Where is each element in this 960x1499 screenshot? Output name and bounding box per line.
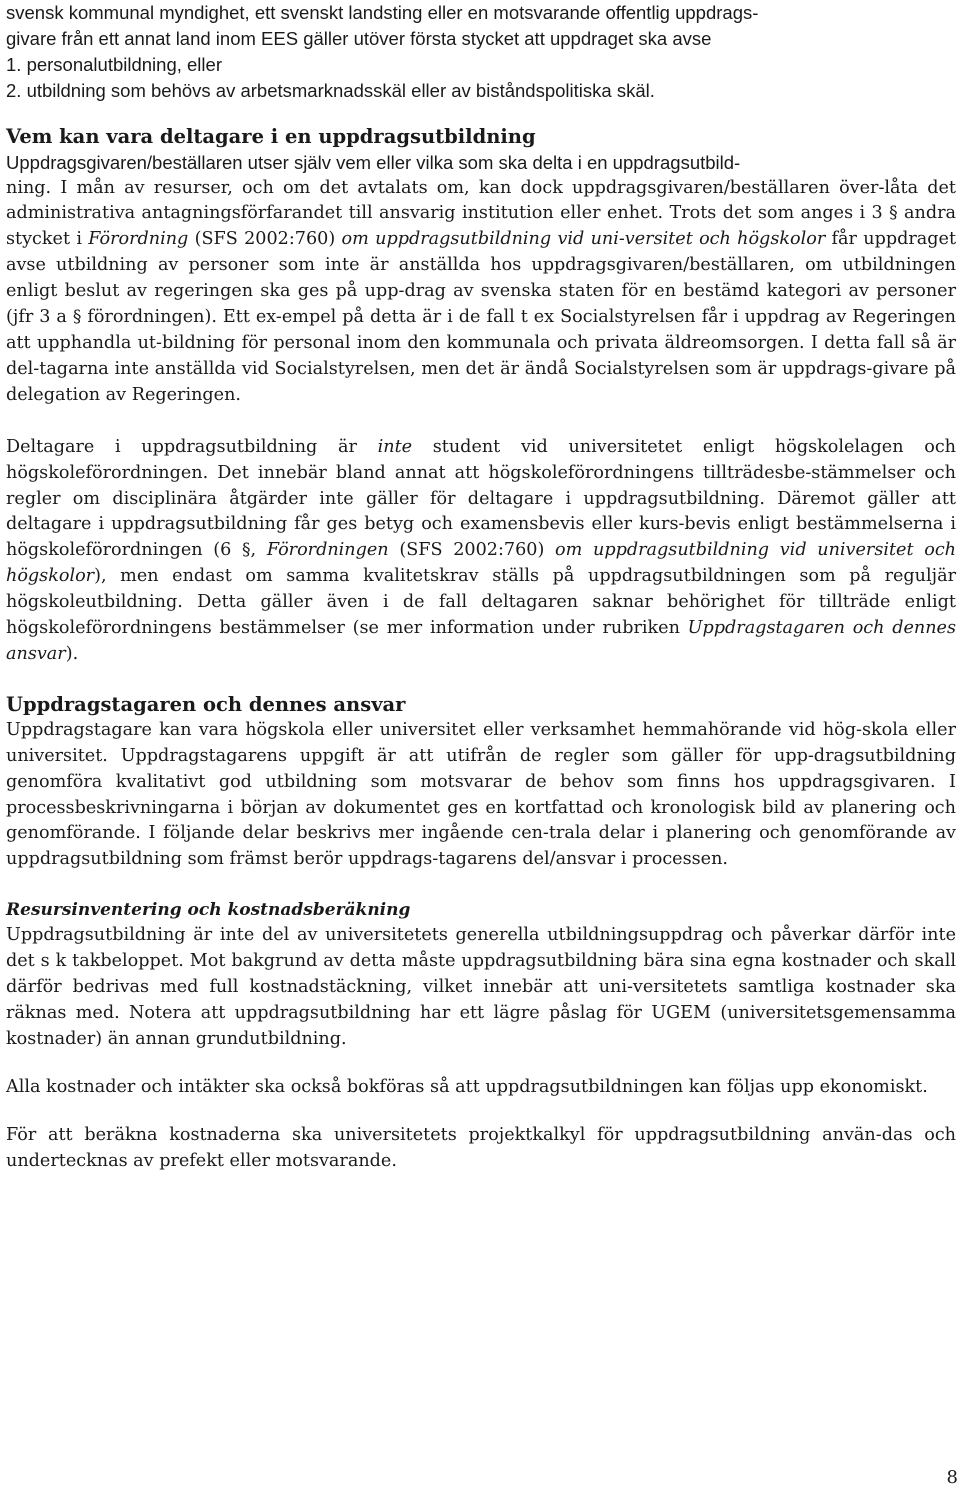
emphasis-text: om uppdragsutbildning vid uni-versitet och högskolor: [341, 229, 826, 250]
paragraph-gap: [6, 1101, 956, 1123]
text-run: ), men endast om samma kvalitetskrav ställs på uppdragsutbildningen som på reguljär högskoleutbildning. Detta gäller även i de fall deltagaren saknar behörighet för tillträde enligt högskoleförordningens bestämmelser (se mer information under rubriken: [6, 566, 956, 639]
emphasis-text: Förordning: [88, 229, 189, 250]
participants-paragraph-2: [6, 435, 956, 668]
text-run: (SFS 2002:760): [388, 540, 556, 561]
list-item-2: 2. utbildning som behövs av arbetsmarknadsskäl eller av biståndspolitiska skäl.: [6, 79, 655, 101]
lead-line-2: givare från ett annat land inom EES gäller utöver första stycket att uppdraget ska avse: [6, 27, 712, 49]
text-run: student vid universitetet enligt högskolelagen och högskoleförordningen. Det innebär bland annat att högskoleförordningens tillträdesbe-stämmelser och regler om disciplinära åtgärder inte gäller för deltagare i uppdragsutbildning. Däremot gäller att deltagare i uppdragsutbildning får ges betyg och examensbevis eller kurs-bevis enligt bestämmelserna i högskoleförordningen (6: [6, 436, 956, 561]
list-item-1: 1. personalutbildning, eller: [6, 53, 222, 75]
heading-contractor: Uppdragstagaren och dennes ansvar: [6, 692, 406, 716]
resources-paragraph-2: Alla kostnader och intäkter ska också bokföras så att uppdragsutbildningen kan följas upp ekonomiskt.: [6, 1076, 928, 1097]
heading-resources: Resursinventering och kostnadsberäkning: [6, 900, 411, 921]
lead-line-1: svensk kommunal myndighet, ett svenskt landsting eller en motsvarande offentlig uppdrags-: [6, 2, 759, 23]
text-run: ning. I mån av resurser, och om det avtalats om, kan dock uppdragsgivaren/beställaren över-låta det administrativa antagningsförfarandet till ansvarig institution eller enhet. Trots det som anges i 3: [6, 177, 956, 224]
emphasis-text: Uppdragstagaren och dennes ansvar: [6, 618, 957, 664]
participants-intro-line: Uppdragsgivaren/beställaren utser själv vem eller vilka som ska delta i en uppdragsutbild-: [6, 151, 741, 173]
text-run: (SFS 2002:760): [188, 229, 342, 250]
paragraph-gap: [6, 1053, 956, 1075]
paragraph-gap: [6, 409, 956, 435]
resources-paragraph-3: För att beräkna kostnaderna ska universitetets projektkalkyl för uppdragsutbildning använ-das och undertecknas av prefekt eller motsvarande.: [6, 1124, 956, 1171]
text-run: förordningen). Ett ex-empel på detta är i de fall t ex Socialstyrelsen får i uppdrag av Regeringen att upphandla ut-bildning för personal inom den kommunala och privata äldreomsorgen. I detta fall så är del-tagarna inte anställda vid Socialstyrelsen, men det är ändå Socialstyrelsen som är uppdrags-givare på delegation av Regeringen.: [6, 307, 957, 405]
section-sign: §: [242, 540, 251, 561]
emphasis-text: om uppdragsutbildning vid universitet och högskolor: [6, 540, 956, 587]
text-run: ,: [250, 540, 267, 561]
text-run: ).: [65, 643, 79, 664]
document-page: [6, 0, 956, 1175]
section-sign: §: [889, 203, 898, 224]
text-run: Deltagare i uppdragsutbildning är: [6, 436, 378, 457]
section-sign: §: [72, 307, 82, 328]
emphasis-text: Förordningen: [266, 540, 389, 561]
emphasis-text: inte: [377, 436, 413, 457]
text-run: andra stycket i: [6, 203, 956, 250]
text-run: får uppdraget avse utbildning av personer som inte är anställda hos uppdragsgivaren/beställaren, om utbildningen enligt beslut av regeringen ska ges på upp-drag av svenska staten för en bestämd kategori av personer (jfr 3 a: [6, 229, 957, 328]
contractor-paragraph: Uppdragstagare kan vara högskola eller universitet eller verksamhet hemmahörande vid hög-skola eller universitet. Uppdragstagarens uppgift är att utifrån de regler som gäller för upp-dragsutbildning genomföra kvalitativt god utbildning som motsvarar de behov som finns hos uppdragsgivaren. I processbeskrivningarna i början av dokumentet ges en kortfattad och kronologisk bild av planering och genomförande. I följande delar beskrivs mer ingående cen-trala delar i planering och genomförande av uppdragsutbildning som främst berör uppdrags-tagarens del/ansvar i processen.: [6, 719, 956, 870]
page-number: 8: [946, 1467, 958, 1488]
resources-paragraph-1: Uppdragsutbildning är inte del av universitetets generella utbildningsuppdrag och påverkar därför inte det s k takbeloppet. Mot bakgrund av detta måste uppdragsutbildning bära sina egna kostnader och skall därför bedrivas med full kostnadstäckning, vilket innebär att uni-versitetets samtliga kostnader ska räknas med. Notera att uppdragsutbildning har ett lägre påslag för UGEM (universitetsgemensamma kostnader) än annan grundutbildning.: [6, 925, 956, 1049]
participants-paragraph-1: [6, 176, 956, 409]
heading-participants: Vem kan vara deltagare i en uppdragsutbildning: [6, 124, 536, 148]
